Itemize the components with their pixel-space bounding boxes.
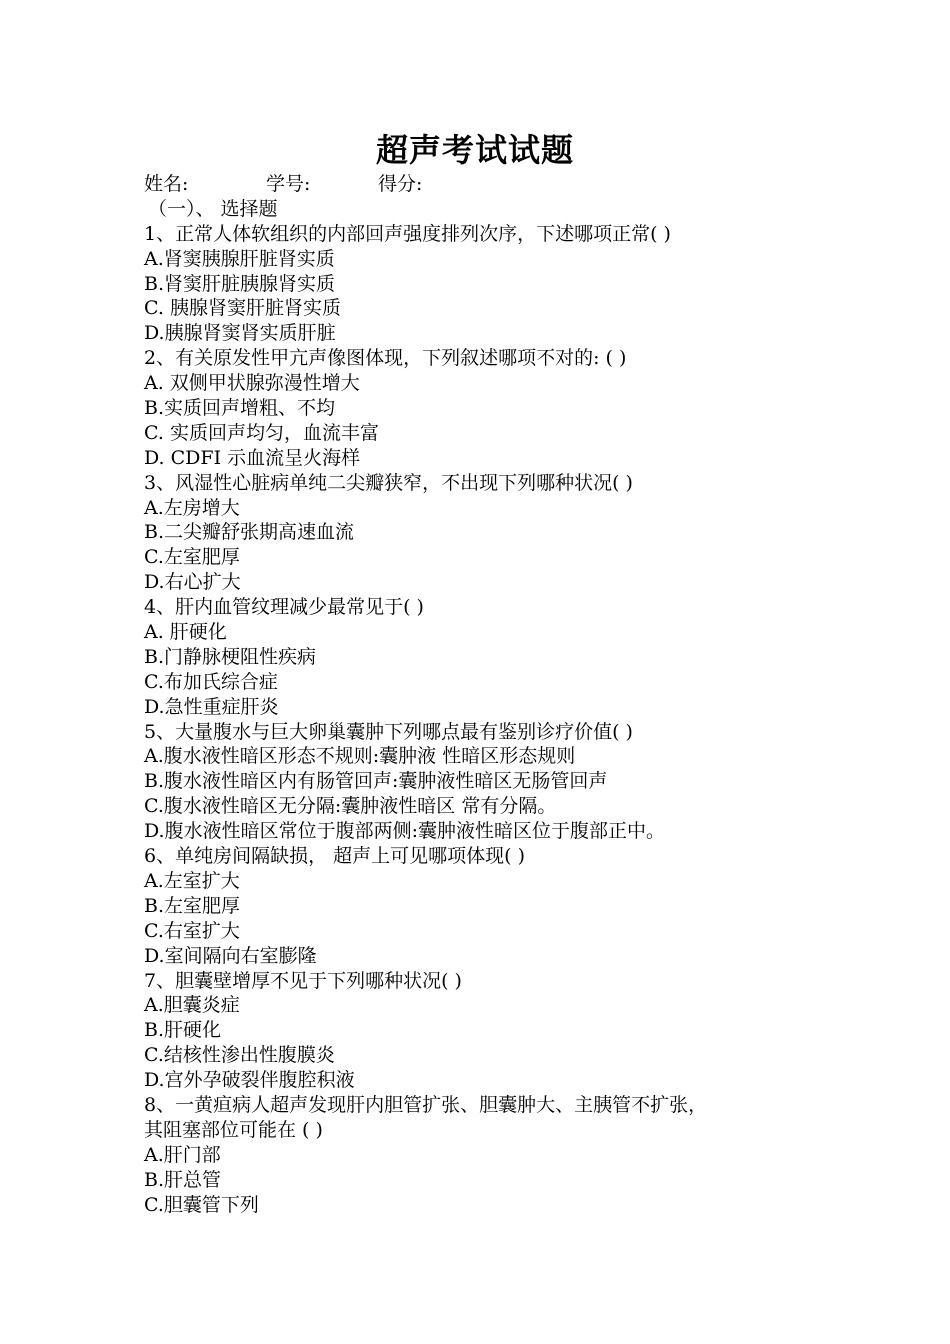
answer-option: A.肝门部	[144, 1143, 221, 1166]
question-stem: 6、单纯房间隔缺损， 超声上可见哪项体现( )	[144, 845, 525, 868]
answer-option: D.胰腺肾窦肾实质肝脏	[144, 322, 336, 345]
score-label: 得分:	[378, 173, 423, 195]
question-stem: 3、风湿性心脏病单纯二尖瓣狭窄，不出现下列哪种状况( )	[144, 471, 633, 494]
question-stem: 其阻塞部位可能在 ( )	[144, 1118, 323, 1141]
answer-option: B.肝总管	[144, 1168, 222, 1191]
section-heading: （一）、 选择题	[148, 197, 278, 220]
answer-option: C.结核性渗出性腹膜炎	[144, 1044, 335, 1067]
answer-option: C.布加氏综合症	[144, 670, 278, 693]
question-stem: 4、肝内血管纹理减少最常见于( )	[144, 596, 424, 619]
answer-option: B.门静脉梗阻性疾病	[144, 645, 317, 668]
question-block	[144, 471, 824, 595]
answer-option: A. 双侧甲状腺弥漫性增大	[144, 372, 360, 395]
question-block	[144, 1093, 824, 1217]
answer-option: C.腹水液性暗区无分隔:囊肿液性暗区 常有分隔。	[144, 795, 557, 818]
answer-option: D.室间隔向右室膨隆	[144, 944, 317, 967]
answer-option: A. 肝硬化	[144, 621, 227, 644]
answer-option: A.左室扩大	[144, 869, 240, 892]
answer-option: C.右室扩大	[144, 919, 240, 942]
name-label: 姓名:	[144, 173, 189, 195]
answer-option: D.右心扩大	[144, 571, 241, 594]
answer-option: A.胆囊炎症	[144, 994, 240, 1017]
document-title: 超声考试试题	[375, 131, 574, 169]
answer-option: B.腹水液性暗区内有肠管回声:囊肿液性暗区无肠管回声	[144, 770, 608, 793]
question-block	[144, 346, 824, 470]
question-stem: 5、大量腹水与巨大卵巢囊肿下列哪点最有鉴别诊疗价值( )	[144, 720, 633, 743]
student-info-row	[144, 172, 824, 197]
answer-option: B.肾窦肝脏胰腺肾实质	[144, 272, 336, 295]
answer-option: B.左室肥厚	[144, 894, 241, 917]
answer-option: A.腹水液性暗区形态不规则:囊肿液 性暗区形态规则	[144, 745, 576, 768]
answer-option: B.实质回声增粗、不均	[144, 397, 336, 420]
question-stem: 2、有关原发性甲亢声像图体现，下列叙述哪项不对的: ( )	[144, 347, 627, 370]
answer-option: D. CDFI 示血流呈火海样	[144, 446, 361, 469]
answer-option: C.左室肥厚	[144, 546, 240, 569]
answer-option: C.胆囊管下列	[144, 1193, 259, 1216]
answer-option: A.左房增大	[144, 496, 240, 519]
question-list	[144, 222, 824, 1218]
question-block	[144, 222, 824, 346]
answer-option: C. 胰腺肾窦肝脏肾实质	[144, 297, 341, 320]
student-id-label: 学号:	[266, 173, 311, 195]
question-block	[144, 969, 824, 1093]
answer-option: C. 实质回声均匀，血流丰富	[144, 421, 379, 444]
question-stem: 1、正常人体软组织的内部回声强度排列次序，下述哪项正常( )	[144, 222, 671, 245]
answer-option: B.二尖瓣舒张期高速血流	[144, 521, 355, 544]
question-block	[144, 595, 824, 719]
answer-option: D.急性重症肝炎	[144, 695, 279, 718]
question-stem: 8、一黄疸病人超声发现肝内胆管扩张、胆囊肿大、主胰管不扩张，	[144, 1093, 708, 1116]
question-stem: 7、胆囊壁增厚不见于下列哪种状况( )	[144, 969, 462, 992]
answer-option: D.腹水液性暗区常位于腹部两侧:囊肿液性暗区位于腹部正中。	[144, 820, 665, 843]
document-body	[144, 172, 824, 1217]
answer-option: B.肝硬化	[144, 1019, 222, 1042]
answer-option: D.宫外孕破裂伴腹腔积液	[144, 1069, 355, 1092]
question-block	[144, 720, 824, 844]
question-block	[144, 844, 824, 968]
answer-option: A.肾窦胰腺肝脏肾实质	[144, 247, 335, 270]
